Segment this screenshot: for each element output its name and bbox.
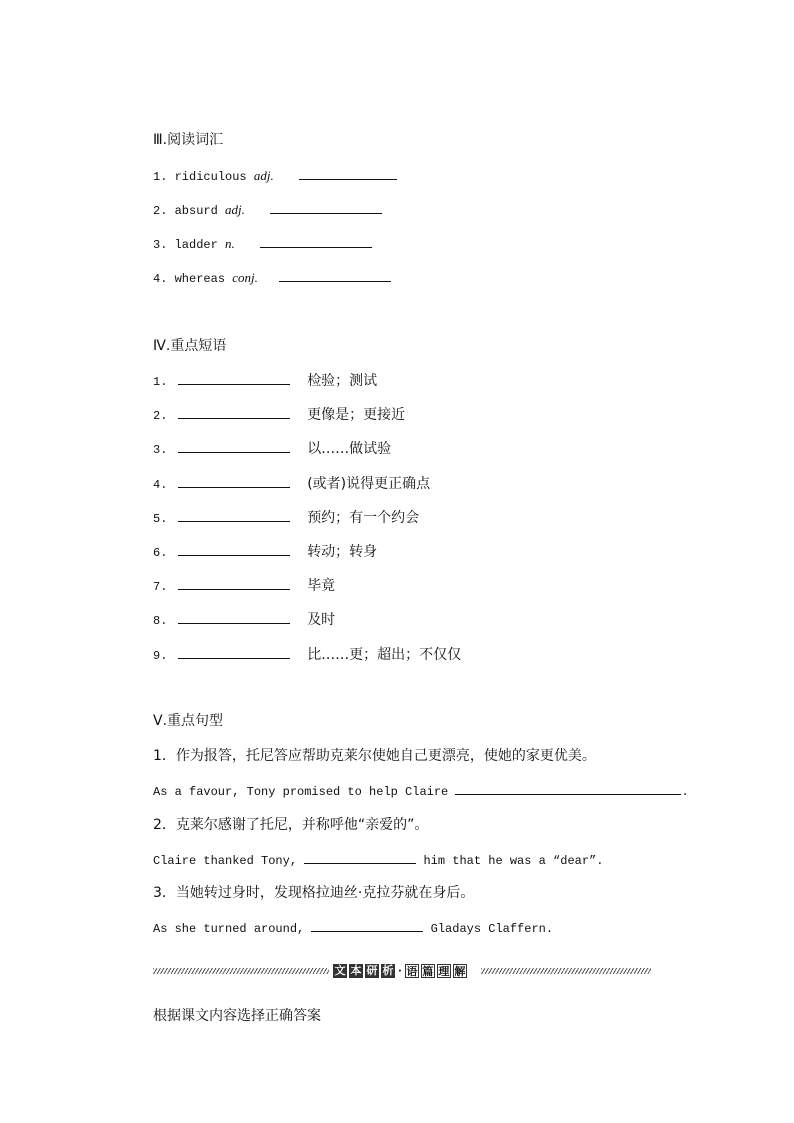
answer-blank[interactable] <box>455 780 681 795</box>
phrase-meaning: 检验；测试 <box>307 373 378 389</box>
answer-blank[interactable] <box>279 267 391 282</box>
banner-char: 本 <box>350 964 362 977</box>
sentence-1-english <box>153 780 689 802</box>
part-of-speech: conj. <box>232 270 258 285</box>
part-of-speech: adj. <box>253 168 274 183</box>
item-number: 5. <box>153 512 168 526</box>
hatch-rule-right <box>481 968 651 974</box>
banner-char: 文 <box>334 964 346 977</box>
sentence-text: Gladays Claffern. <box>430 922 554 936</box>
sentence-3-chinese: 3．当她转过身时，发现格拉迪丝·克拉芬就在身后。 <box>153 885 475 901</box>
phrase-meaning: 转动；转身 <box>307 544 378 560</box>
phrase-item-3 <box>153 438 391 460</box>
phrase-item-4 <box>153 473 430 495</box>
answer-blank[interactable] <box>178 404 290 419</box>
item-number: 4. <box>153 478 168 492</box>
item-number: 4. <box>153 272 168 286</box>
item-number: 9. <box>153 649 168 663</box>
phrase-item-7 <box>153 575 335 597</box>
answer-blank[interactable] <box>260 233 372 248</box>
sentence-1-chinese: 1．作为报答，托尼答应帮助克莱尔使她自己更漂亮，使她的家更优美。 <box>153 748 596 764</box>
phrase-meaning: 比……更；超出；不仅仅 <box>307 647 462 663</box>
section-banner <box>153 963 651 979</box>
banner-char: 理 <box>438 965 450 978</box>
item-number: 7. <box>153 580 168 594</box>
sentence-text: Claire thanked Tony, <box>153 854 298 868</box>
item-number: 8. <box>153 614 168 628</box>
instruction-text: 根据课文内容选择正确答案 <box>153 1008 321 1024</box>
sentence-2-english <box>153 849 603 871</box>
phrase-item-1 <box>153 370 377 392</box>
phrase-meaning: 以……做试验 <box>307 441 392 457</box>
item-number: 2. <box>153 204 168 218</box>
phrase-meaning: (或者)说得更正确点 <box>307 476 431 492</box>
item-number: 1. <box>153 170 168 184</box>
item-number: 2. <box>153 409 168 423</box>
phrase-meaning: 更像是；更接近 <box>307 407 406 423</box>
vocab-item-2 <box>153 199 382 221</box>
sentence-text: him that he was a “dear”. <box>423 854 604 868</box>
phrase-item-6 <box>153 541 377 563</box>
vocab-word: ridiculous <box>174 170 247 184</box>
item-number: 1. <box>153 375 168 389</box>
sentence-text: . <box>681 785 689 799</box>
item-number: 3. <box>153 443 168 457</box>
answer-blank[interactable] <box>178 644 290 659</box>
section-4-title: Ⅳ.重点短语 <box>153 338 227 354</box>
answer-blank[interactable] <box>270 199 382 214</box>
banner-char: 析 <box>382 964 394 977</box>
answer-blank[interactable] <box>178 575 290 590</box>
item-number: 6. <box>153 546 168 560</box>
part-of-speech: n. <box>225 236 235 251</box>
answer-blank[interactable] <box>299 165 397 180</box>
vocab-word: absurd <box>174 204 218 218</box>
answer-blank[interactable] <box>304 849 416 864</box>
answer-blank[interactable] <box>178 541 290 556</box>
vocab-item-1 <box>153 165 397 187</box>
phrase-item-9 <box>153 644 461 666</box>
sentence-text: As she turned around, <box>153 922 305 936</box>
sentence-3-english <box>153 917 553 939</box>
banner-char: 研 <box>366 964 378 977</box>
phrase-meaning: 毕竟 <box>307 578 336 594</box>
phrase-item-5 <box>153 507 419 529</box>
phrase-meaning: 预约；有一个约会 <box>307 510 420 526</box>
section-3-title: Ⅲ.阅读词汇 <box>153 132 224 148</box>
answer-blank[interactable] <box>178 473 290 488</box>
answer-blank[interactable] <box>178 438 290 453</box>
banner-char: 解 <box>454 965 466 978</box>
vocab-word: ladder <box>174 238 218 252</box>
answer-blank[interactable] <box>311 917 423 932</box>
sentence-2-chinese: 2．克莱尔感谢了托尼，并称呼他“亲爱的”。 <box>153 817 429 833</box>
section-5-title: Ⅴ.重点句型 <box>153 713 224 729</box>
phrase-item-2 <box>153 404 405 426</box>
banner-label <box>333 963 467 979</box>
answer-blank[interactable] <box>178 507 290 522</box>
phrase-meaning: 及时 <box>307 612 336 628</box>
banner-dot: · <box>398 965 402 977</box>
part-of-speech: adj. <box>225 202 245 217</box>
vocab-item-4 <box>153 267 391 289</box>
phrase-item-8 <box>153 609 335 631</box>
banner-char: 语 <box>406 965 418 978</box>
banner-char: 篇 <box>422 965 434 978</box>
answer-blank[interactable] <box>178 370 290 385</box>
vocab-item-3 <box>153 233 372 255</box>
vocab-word: whereas <box>174 272 226 286</box>
sentence-text: As a favour, Tony promised to help Claire <box>153 785 449 799</box>
hatch-rule-left <box>153 968 329 974</box>
answer-blank[interactable] <box>178 609 290 624</box>
item-number: 3. <box>153 238 168 252</box>
